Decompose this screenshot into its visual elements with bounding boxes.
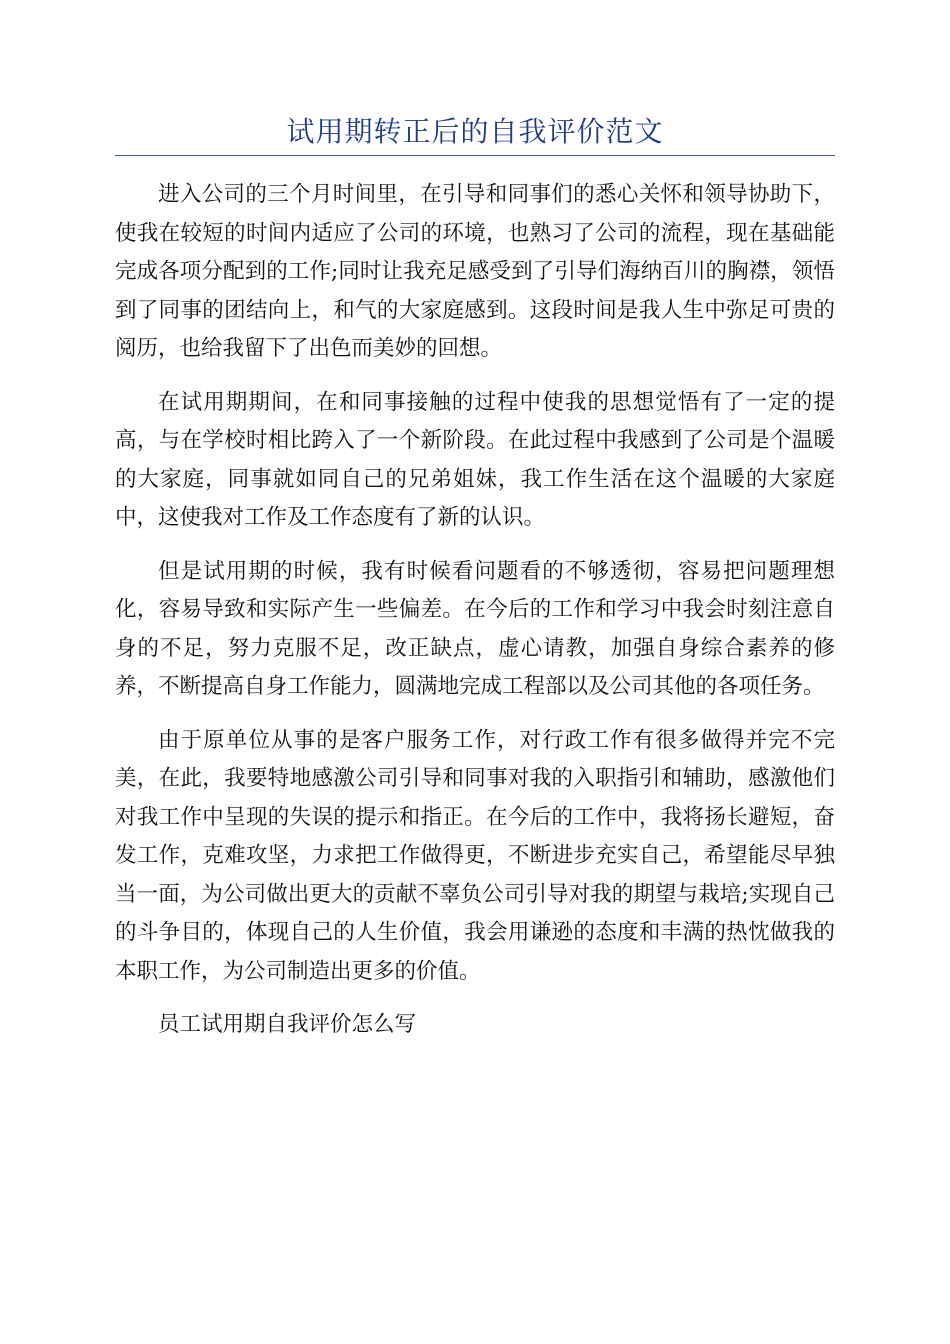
paragraph-2: 在试用期期间，在和同事接触的过程中使我的思想觉悟有了一定的提高，与在学校时相比跨入了一个新阶段。在此过程中我感到了公司是个温暖的大家庭，同事就如同自己的兄弟姐妹，我工作生活在这个温暖的大家庭中，这使我对工作及工作态度有了新的认识。 [115,389,835,530]
paragraph-1: 进入公司的三个月时间里，在引导和同事们的悉心关怀和领导协助下，使我在较短的时间内适应了公司的环境，也熟习了公司的流程，现在基础能完成各项分配到的工作;同时让我充足感受到了引导们海纳百川的胸襟，领悟到了同事的团结向上，和气的大家庭感到。这段时间是我人生中弥足可贵的阅历，也给我留下了出色而美妙的回想。 [115,182,835,361]
document-body [115,176,835,1060]
title-underline-divider [115,155,835,156]
paragraph-4: 由于原单位从事的是客户服务工作，对行政工作有很多做得并完不完美，在此，我要特地感激公司引导和同事对我的入职指引和辅助，感激他们对我工作中呈现的失误的提示和指正。在今后的工作中，我将扬长避短，奋发工作，克难攻坚，力求把工作做得更，不断进步充实自己，希望能尽早独当一面，为公司做出更大的贡献不辜负公司引导对我的期望与栽培;实现自己的斗争目的，体现自己的人生价值，我会用谦逊的态度和丰满的热忱做我的本职工作，为公司制造出更多的价值。 [115,727,835,984]
section-heading-paragraph: 员工试用期自我评价怎么写 [158,1012,417,1037]
paragraph-3: 但是试用期的时候，我有时候看问题看的不够透彻，容易把问题理想化，容易导致和实际产生一些偏差。在今后的工作和学习中我会时刻注意自身的不足，努力克服不足，改正缺点，虚心请教，加强自身综合素养的修养，不断提高自身工作能力，圆满地完成工程部以及公司其他的各项任务。 [115,558,835,699]
document-title: 试用期转正后的自我评价范文 [286,115,664,148]
